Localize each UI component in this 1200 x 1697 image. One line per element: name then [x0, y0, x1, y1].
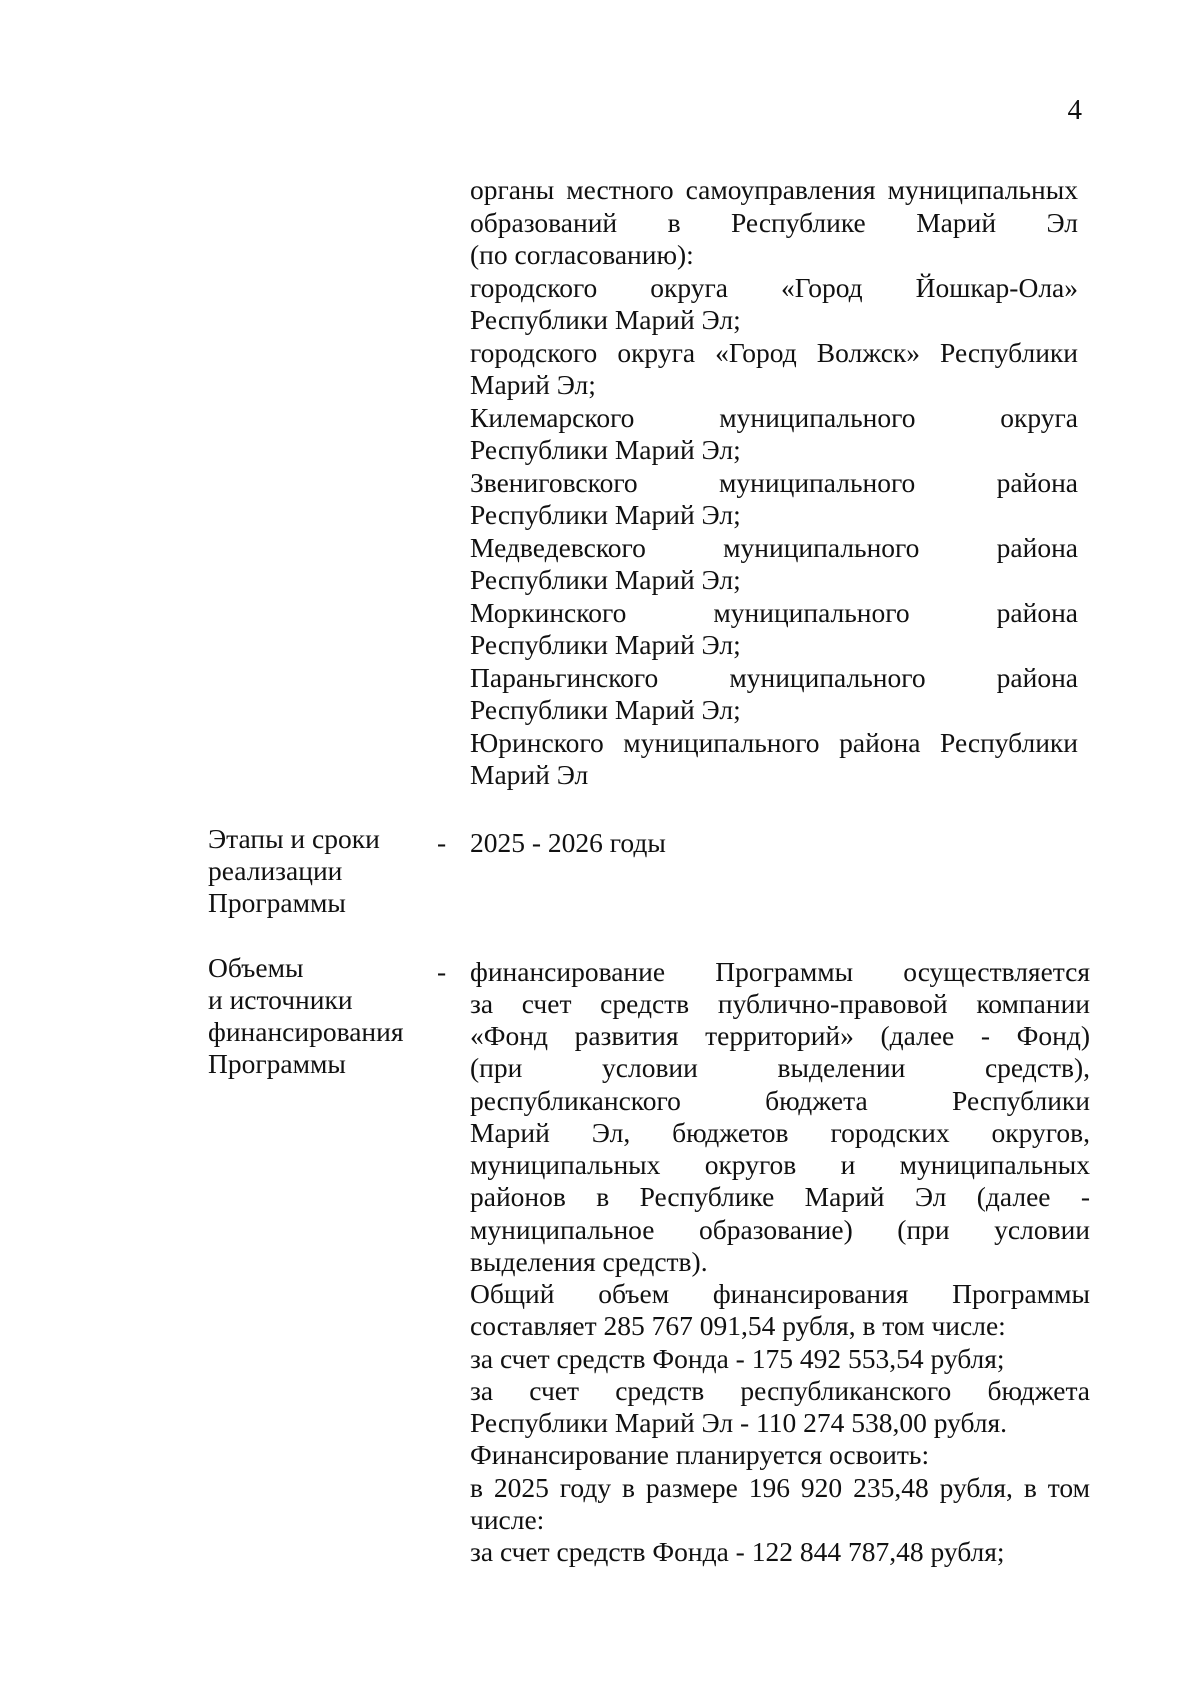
executors-line: Республики Марий Эл;: [470, 564, 741, 595]
funding-label: [208, 952, 418, 1080]
executors-line: Республики Марий Эл;: [470, 434, 741, 465]
stages-label-line: Этапы и сроки: [208, 823, 380, 854]
executors-line: Звениговского муниципального района: [470, 467, 1078, 498]
executors-line: Юринского муниципального района Республики: [470, 727, 1078, 758]
executors-line: Республики Марий Эл;: [470, 694, 741, 725]
funding-label-line: Программы: [208, 1048, 346, 1079]
stages-dash: -: [437, 827, 447, 858]
funding-line: Республики Марий Эл - 110 274 538,00 рубля.: [470, 1407, 1008, 1438]
funding-line: Общий объем финансирования Программы: [470, 1278, 1090, 1309]
executors-line: Марий Эл: [470, 759, 589, 790]
stages-value: 2025 - 2026 годы: [470, 827, 666, 858]
stages-label-line: реализации: [208, 855, 343, 886]
funding-line: за счет средств республиканского бюджета: [470, 1375, 1090, 1406]
funding-line: составляет 285 767 091,54 рубля, в том числе:: [470, 1310, 1006, 1341]
executors-line: Марий Эл;: [470, 369, 596, 400]
funding-label-line: и источники: [208, 984, 353, 1015]
executors-line: Республики Марий Эл;: [470, 304, 741, 335]
funding-line: финансирование Программы осуществляется: [470, 956, 1090, 987]
funding-line: выделения средств).: [470, 1246, 708, 1277]
funding-line: республиканского бюджета Республики: [470, 1085, 1090, 1116]
funding-label-line: финансирования: [208, 1016, 404, 1047]
executors-line: (по согласованию):: [470, 239, 694, 270]
executors-line: Медведевского муниципального района: [470, 532, 1078, 563]
executors-line: Республики Марий Эл;: [470, 499, 741, 530]
funding-line: муниципальных округов и муниципальных: [470, 1149, 1090, 1180]
funding-line: в 2025 году в размере 196 920 235,48 рубля, в том: [470, 1472, 1090, 1503]
funding-line: муниципальное образование) (при условии: [470, 1214, 1090, 1245]
funding-line: «Фонд развития территорий» (далее - Фонд): [470, 1020, 1090, 1051]
funding-line: за счет средств Фонда - 122 844 787,48 рубля;: [470, 1536, 1005, 1567]
funding-line: за счет средств Фонда - 175 492 553,54 рубля;: [470, 1343, 1005, 1374]
stages-label-line: Программы: [208, 887, 346, 918]
funding-dash: -: [437, 956, 447, 987]
funding-line: Марий Эл, бюджетов городских округов,: [470, 1117, 1090, 1148]
executors-line: Республики Марий Эл;: [470, 629, 741, 660]
funding-line: за счет средств публично-правовой компании: [470, 988, 1090, 1019]
funding-line: Финансирование планируется освоить:: [470, 1439, 930, 1470]
funding-line: (при условии выделении средств),: [470, 1052, 1090, 1083]
funding-line: районов в Республике Марий Эл (далее -: [470, 1181, 1090, 1212]
funding-line: числе:: [470, 1504, 545, 1535]
executors-line: городского округа «Город Волжск» Республики: [470, 337, 1078, 368]
executors-line: Моркинского муниципального района: [470, 597, 1078, 628]
executors-line: Килемарского муниципального округа: [470, 402, 1078, 433]
executors-line: Параньгинского муниципального района: [470, 662, 1078, 693]
executors-line: образований в Республике Марий Эл: [470, 207, 1078, 238]
executors-line: городского округа «Город Йошкар-Ола»: [470, 272, 1078, 303]
page-number: 4: [1067, 94, 1082, 126]
stages-label: [208, 823, 418, 919]
executors-line: органы местного самоуправления муниципальных: [470, 174, 1078, 205]
funding-label-line: Объемы: [208, 952, 304, 983]
